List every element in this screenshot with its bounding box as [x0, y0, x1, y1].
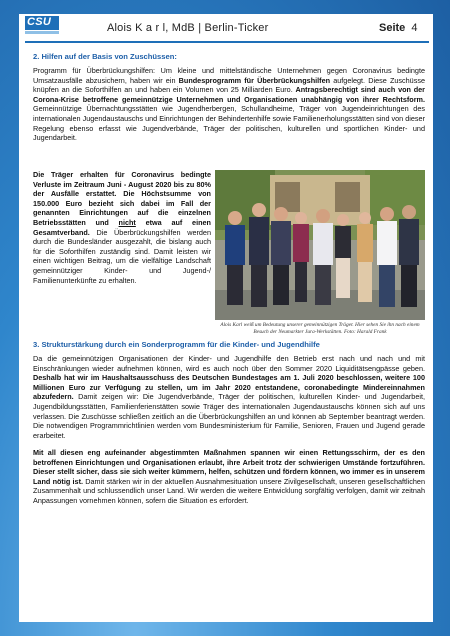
- section-2-heading: 2. Hilfen auf der Basis von Zuschüssen:: [33, 52, 177, 61]
- text-run-bold: Die Träger erhalten für Coronavirus bedingte Verluste im Zeitraum Juni - August 2020 bis zu 80% der Ausfälle erstattet. Die Höchstsumme von 150.000 Euro bezieht sich dabei im Fall der genannten Einrichtungen auf die einzelnen Betriebsstätten und: [33, 170, 211, 227]
- header-page: [379, 22, 418, 34]
- text-run: Die Überbrückungshilfen werden durch die Bundesländer ausgezahlt, die bislang auch für die Soforthilfen zuständig sind. Damit leisten wir einen wichtigen Beitrag, um die vielfältige Landschaft gemeinnütziger Kinder- und Jugend-/ Familienunterkünfte zu erhalten.: [33, 227, 211, 285]
- photo-illustration: [215, 170, 425, 320]
- section-3-paragraph-2: [33, 448, 425, 506]
- text-run-bold: etwa auf einen Gesamtverband.: [33, 217, 211, 237]
- text-run-bold: Deshalb hat wir im Haushaltsausschuss des Deutschen Bundestages am 1. Juli 2020 beschlossen, weitere 100 Millionen Euro zur Verfügung zu stellen, um im Jahr 2020 entstandene, coronabedingte Mindereinnahmen abzufedern.: [33, 373, 425, 402]
- text-run: Da die gemeinnützigen Organisationen der Kinder- und Jugendhilfe den Betrieb erst nach und nach und mit Einschränkungen wieder aufnehmen können, wird es auch noch über den Sommer 2020 Liquiditätsengpässe geben.: [33, 354, 425, 373]
- header-title: Alois K a r l, MdB | Berlin-Ticker: [107, 22, 269, 34]
- group-photo: [215, 170, 425, 320]
- csu-logo: [25, 16, 59, 40]
- text-run: aufgelegt. Diese Zuschüsse knüpfen an die Soforthilfen an und haben ein Volumen von 25 Milliarden Euro.: [33, 75, 426, 95]
- text-run-underline: nicht: [118, 217, 136, 227]
- page-number: 4: [411, 22, 418, 34]
- text-run: Damit zeigen wir: Die Jugendverbände, Träger der politischen, kulturellen Kinder- und Jugendarbeit, Jugendbildungsstätten, Familienferienstätten sowie Träger des internationalen Jugendaustauschs können sich auf uns verlassen. Die Zuschüsse schließen zeitlich an die Überbrückungshilfen an und können ab September beantragt werden. Die notwendigen Programmrichtlinien werden vom Bundesministerium für Familie, Senioren, Frauen und Jugend gerade erarbeitet.: [33, 392, 425, 440]
- section-3-heading: 3. Strukturstärkung durch ein Sonderprogramm für die Kinder- und Jugendhilfe: [33, 340, 320, 349]
- text-run: Programm für Überbrückungshilfen: Um kleine und mittelständische Unternehmen gegen Coronavirus bedingte Umsatzausfälle abzusichern, haben wir ein: [33, 66, 425, 85]
- logo-stripe: [25, 31, 59, 34]
- section-2-paragraph-1: [33, 66, 425, 143]
- header-rule: [25, 41, 429, 43]
- text-run: Gemeinnützige Übernachtungsstätten wie Jugendherbergen, Schullandheime, Träger von Jugendeinrichtungen des internationalen Jugendaustauschs und Einrichtungen der Behindertenhilfe sowie Familienerholungsstätten sind von dieser Regelung ebenso erfasst wie Jugendverbände, Träger der politischen, kulturellen und sportlichen Kinder- und Jugendarbeit.: [33, 104, 425, 143]
- page-header: [19, 14, 433, 44]
- section-3-paragraph-1: [33, 354, 425, 440]
- photo-caption: Alois Karl weiß um Bedeutung unserer gemeinnützigen Träger. Hier sehen Sie ihn nach einem Besuch der Neumarkter Jura-Werkstätten. Foto: Harald Frank: [220, 322, 420, 335]
- text-run-bold: Bundesprogramm für Überbrückungshilfen: [178, 75, 331, 85]
- text-run-bold: Antragsberechtigt sind auch von der Corona-Krise betroffene gemeinnützige Unternehmen und Organisationen unabhängig von ihrer Rechtsform.: [33, 85, 426, 104]
- page-label: Seite: [379, 22, 406, 34]
- logo-text: CSU: [27, 16, 52, 28]
- document-page: [19, 14, 433, 622]
- text-run: Damit stärken wir in der aktuellen Ausnahmesituation unsere Zivilgesellschaft, unseren gesellschaftlichen Zusammenhalt und schlussendlich unser Land. Wir werden die weitere Entwicklung sorgfältig verfolgen, damit wir zeitnah Anpassungen vornehmen können, sofern die Situation es erfordert.: [33, 476, 425, 505]
- text-run-bold: Mit all diesen eng aufeinander abgestimmten Maßnahmen spannen wir einen Rettungsschirm, der es den betroffenen Einrichtungen und Organisationen erlaubt, ihre Arbeit trotz der schwierigen Umstände fortzuführen. Dieser stellt sicher, dass sie sich weiter kümmern, helfen, schützen und fördern können, wo immer es in unserem Land nötig ist.: [33, 448, 425, 486]
- section-2-paragraph-2: [33, 170, 211, 285]
